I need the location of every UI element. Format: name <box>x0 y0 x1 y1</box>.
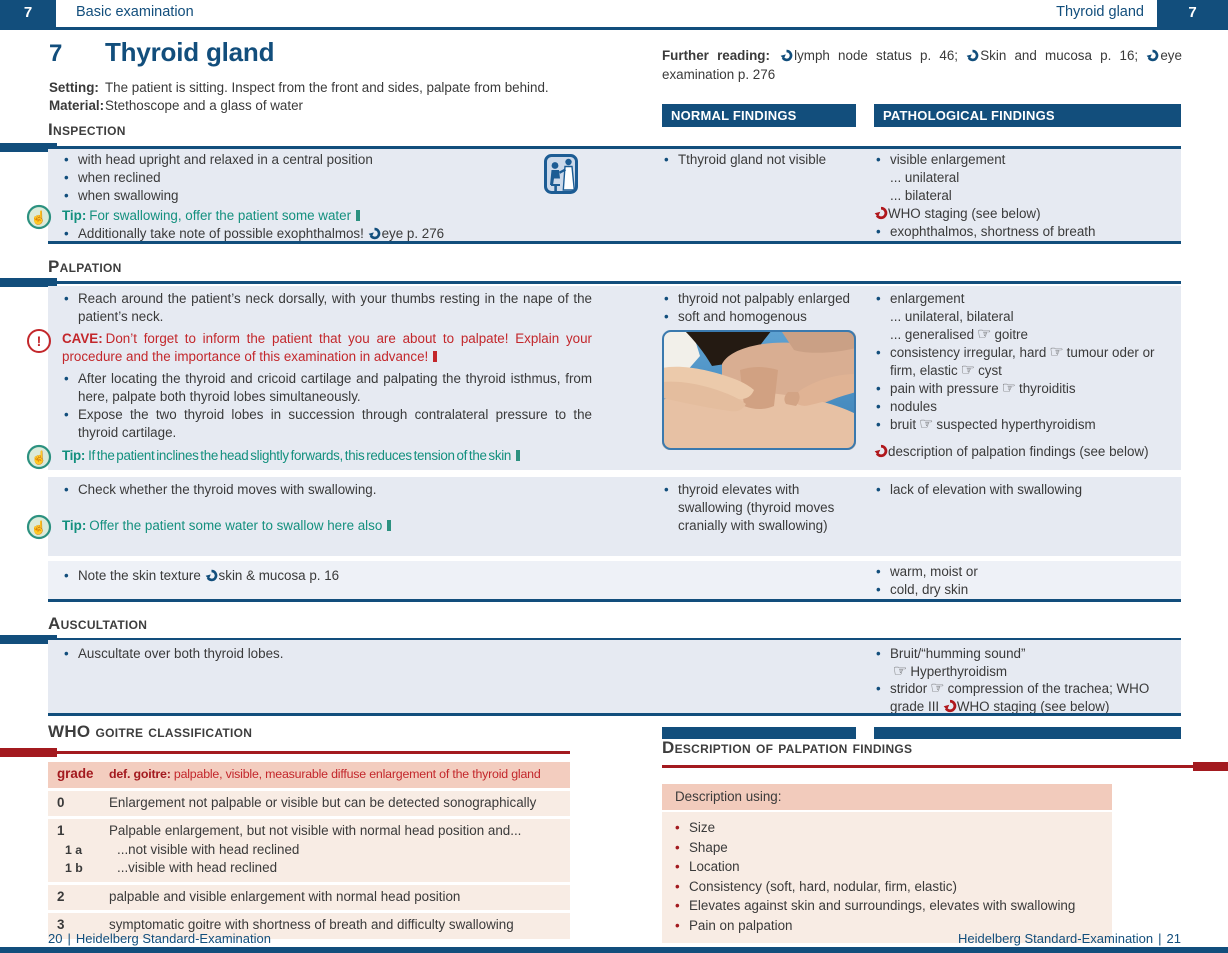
chapter-number-tab-left <box>0 0 56 27</box>
palpation-procedure-column <box>62 561 592 585</box>
pointing-hand-icon: ☞ <box>893 662 908 680</box>
list-item: • Shape <box>675 838 1099 858</box>
row-bottom-rule <box>48 713 1181 716</box>
pointing-hand-icon: ☞ <box>919 416 934 433</box>
bullet: • <box>675 859 680 874</box>
cross-reference-link[interactable] <box>874 205 1178 223</box>
cross-reference-text: eye examination p. 276 <box>662 48 1182 82</box>
circular-arrow-icon <box>874 444 887 457</box>
list-item: • pain with pressure ☞ thyroiditis <box>876 380 1076 397</box>
circular-arrow-icon <box>368 227 381 240</box>
palpation-procedure-column <box>30 477 592 535</box>
definition-cell: symptomatic goitre with shortness of breath and difficulty swallowing <box>109 917 514 932</box>
circular-arrow-icon <box>1146 48 1159 61</box>
paragraph-end-mark <box>516 450 520 461</box>
grade-cell: 1 a <box>65 842 83 857</box>
palpation-normal-findings <box>662 286 856 450</box>
list-item: • Note the skin texture skin & mucosa p. 16 <box>64 568 340 583</box>
grade-cell: 3 <box>57 917 65 932</box>
tip-text: Offer the patient some water to swallow here also <box>89 518 383 533</box>
exclamation-cave-icon: ! <box>27 329 51 353</box>
section-title-auscultation: Auscultation <box>48 614 148 633</box>
page-bottom-strip <box>0 947 1228 953</box>
bullet: • <box>64 371 69 386</box>
section-rule-tab <box>1193 762 1228 771</box>
tip-text: If the patient inclines the head slightly forwards, this reduces tension of the skin <box>88 448 512 463</box>
tip-text: For swallowing, offer the patient some water <box>89 208 352 223</box>
paragraph-end-mark <box>433 351 437 362</box>
cross-reference-text: WHO staging (see below) <box>888 206 1041 221</box>
list-item: • nodules <box>876 399 937 414</box>
circular-arrow-icon <box>874 206 887 219</box>
cross-reference-text: skin & mucosa p. 16 <box>218 568 340 583</box>
palpation-pathological-findings <box>874 477 1178 499</box>
cross-reference-link[interactable] <box>874 443 1178 461</box>
section-title-who-classification: WHO goitre classification <box>48 722 253 741</box>
footer-book-title: Heidelberg Standard-Examination <box>958 931 1154 946</box>
bullet: • <box>64 188 69 203</box>
bullet: • <box>64 291 69 306</box>
tip-label: Tip: <box>62 518 87 533</box>
list-item: • bruit ☞ suspected hyperthyroidism <box>876 416 1096 433</box>
bullet: • <box>876 681 881 696</box>
setting-text: The patient is sitting. Inspect from the front and sides, palpate from behind. <box>105 80 549 95</box>
inspection-pathological-findings <box>874 149 1178 241</box>
grade-cell: 2 <box>57 888 65 904</box>
list-item: • Expose the two thyroid lobes in succession through contralateral pressure to the thyroid cartilage. <box>64 407 592 440</box>
definition-cell: palpable and visible enlargement with normal head position <box>109 888 461 904</box>
list-item: • Additionally take note of possible exophthalmos! eye p. 276 <box>64 226 445 241</box>
cross-reference-text: description of palpation findings (see below) <box>888 444 1149 459</box>
bullet: • <box>876 152 881 167</box>
cross-reference-text: Skin and mucosa p. 16; <box>980 48 1139 63</box>
page-number: 21 <box>1166 931 1181 946</box>
tip-note <box>30 517 592 535</box>
running-header <box>0 0 1228 30</box>
table-header-row <box>48 762 570 788</box>
cross-reference-link[interactable] <box>780 48 958 63</box>
list-item: • enlargement <box>876 291 965 306</box>
list-item: • when swallowing <box>64 188 179 203</box>
list-item: • Consistency (soft, hard, nodular, firm, elastic) <box>675 877 1099 897</box>
further-reading <box>662 46 1182 84</box>
cave-text: Don’t forget to inform the patient that you are about to palpate! Explain your procedure and the importance of this examination in advance! <box>62 331 592 364</box>
palpation-normal-findings <box>662 477 856 535</box>
tip-label: Tip: <box>62 448 86 463</box>
tip-note <box>30 207 592 225</box>
section-title-inspection: Inspection <box>48 120 126 139</box>
list-item: • thyroid elevates with swallowing (thyroid moves cranially with swallowing) <box>664 482 835 533</box>
list-item: • cold, dry skin <box>876 581 969 597</box>
further-reading-label: Further reading: <box>662 48 770 63</box>
pointing-hand-icon: ☞ <box>960 362 976 379</box>
row-bottom-rule <box>48 599 1181 602</box>
bullet: • <box>64 482 69 497</box>
list-item: • exophthalmos, shortness of breath <box>876 224 1096 239</box>
bullet: • <box>876 581 881 597</box>
list-item: • consistency irregular, hard ☞ tumour oder or firm, elastic ☞ cyst <box>876 344 1155 379</box>
bullet: • <box>675 878 680 894</box>
cross-reference-text: eye p. 276 <box>381 226 445 241</box>
thyroid-palpation-photo <box>662 330 856 450</box>
bullet: • <box>664 291 669 306</box>
palpation-procedure-column <box>31 286 592 465</box>
inspection-row <box>30 149 1181 241</box>
bullet: • <box>876 224 881 239</box>
table-row <box>48 791 570 817</box>
description-list <box>662 812 1112 943</box>
section-rule <box>0 751 570 754</box>
svg-text:☝: ☝ <box>31 450 47 465</box>
running-header-left: Basic examination <box>76 4 194 20</box>
chapter-number-tab-right <box>1157 0 1228 27</box>
bullet: • <box>64 646 69 661</box>
bullet: • <box>675 839 680 855</box>
section-title-palpation-description: Description of palpation findings <box>662 738 913 757</box>
cross-reference-text: lymph node status p. 46; <box>794 48 958 63</box>
column-marker-bar <box>874 727 1181 739</box>
list-item: • visible enlargement <box>876 152 1006 167</box>
section-rule <box>0 281 1181 284</box>
sub-item: ... bilateral <box>890 188 952 203</box>
footer-book-title: Heidelberg Standard-Examination <box>75 931 271 946</box>
table-row-group <box>48 819 570 882</box>
bullet: • <box>876 564 881 579</box>
cross-reference-link[interactable] <box>943 699 1110 714</box>
footer-separator: | <box>67 931 71 946</box>
bullet: • <box>876 482 881 497</box>
chapter-number-title: 7 <box>49 40 63 67</box>
page-number: 20 <box>48 931 63 946</box>
list-item: • with head upright and relaxed in a central position <box>64 152 373 167</box>
palpation-row-2 <box>30 477 1181 556</box>
list-item: • Elevates against skin and surroundings, elevates with swallowing <box>675 896 1099 916</box>
list-item: • soft and homogenous <box>664 309 807 324</box>
footer-separator: | <box>1158 931 1162 946</box>
table-row <box>48 885 570 911</box>
bullet: • <box>675 898 680 913</box>
examination-position-icon <box>544 154 578 199</box>
tip-label: Tip: <box>62 208 87 223</box>
list-item: • Auscultate over both thyroid lobes. <box>64 646 284 661</box>
bullet: • <box>64 226 69 241</box>
palpation-description-box <box>662 784 1112 943</box>
list-item: • Check whether the thyroid moves with swallowing. <box>64 482 377 497</box>
palpation-row-1 <box>31 286 1181 470</box>
cave-label: CAVE: <box>62 331 103 346</box>
bullet: • <box>876 345 881 360</box>
svg-text:☝: ☝ <box>30 210 48 225</box>
list-item: • Pain on palpation <box>675 916 1099 936</box>
sub-item: ... unilateral <box>890 170 960 185</box>
list-item: • Location <box>675 857 1099 877</box>
chapter-number: 7 <box>23 4 33 21</box>
thumb-up-tip-icon <box>26 204 52 230</box>
grade-column-header: grade <box>57 766 94 781</box>
pointing-hand-icon: ☞ <box>1049 344 1064 361</box>
definition-cell: ...visible with head reclined <box>117 860 278 875</box>
paragraph-end-mark <box>387 520 391 531</box>
who-goitre-table <box>48 762 570 942</box>
bullet: • <box>64 170 69 185</box>
auscultation-row <box>48 640 1181 713</box>
circular-arrow-icon <box>966 48 979 61</box>
bullet: • <box>64 407 69 422</box>
section-rule <box>662 765 1228 768</box>
list-item: • when reclined <box>64 170 161 185</box>
palpation-pathological-findings <box>874 286 1178 461</box>
bullet: • <box>64 152 69 167</box>
definition-cell: ...not visible with head reclined <box>117 841 300 857</box>
list-item: • lack of elevation with swallowing <box>876 482 1083 497</box>
list-item: • Size <box>675 818 1099 838</box>
normal-findings-column-header: NORMAL FINDINGS <box>662 104 856 127</box>
pointing-hand-icon: ☞ <box>977 326 992 343</box>
bullet: • <box>876 646 881 661</box>
setting-line <box>49 79 584 96</box>
cross-reference-link[interactable] <box>368 226 445 241</box>
palpation-row-3 <box>48 561 1181 599</box>
list-item: • thyroid not palpably enlarged <box>664 291 850 306</box>
footer-right <box>958 931 1181 946</box>
cross-reference-link[interactable] <box>966 48 1138 63</box>
pointing-hand-icon: ☞ <box>1001 380 1017 397</box>
material-text: Stethoscope and a glass of water <box>105 98 304 113</box>
page-title: Thyroid gland <box>105 37 275 67</box>
bullet: • <box>675 820 680 835</box>
paragraph-end-mark <box>356 210 360 221</box>
list-item: • After locating the thyroid and cricoid cartilage and palpating the thyroid isthmus, from here, palpate both thyroid lobes simultaneously. <box>64 371 592 404</box>
setting-label: Setting: <box>49 80 99 95</box>
bullet: • <box>64 568 69 583</box>
list-item: • warm, moist or <box>876 564 978 579</box>
bullet: • <box>664 309 669 324</box>
section-title-palpation: Palpation <box>48 257 122 276</box>
definition-cell: Enlargement not palpable or visible but can be detected sonographically <box>109 794 537 810</box>
tip-note <box>31 447 592 465</box>
palpation-pathological-findings <box>874 561 1178 598</box>
thumb-up-tip-icon <box>26 514 52 540</box>
bullet: • <box>664 482 669 497</box>
circular-arrow-icon <box>780 48 793 61</box>
inspection-normal-findings <box>662 149 856 169</box>
footer-left <box>48 931 271 946</box>
running-header-right: Thyroid gland <box>1056 4 1144 20</box>
cross-reference-text: WHO staging (see below) <box>956 698 1110 714</box>
sub-item: ... generalised ☞ goitre <box>890 326 1028 343</box>
bullet: • <box>876 291 881 306</box>
list-item: • Reach around the patient’s neck dorsally, with your thumbs resting in the nape of the patient’s neck. <box>64 291 592 324</box>
inspection-procedure-column <box>30 149 592 243</box>
cross-reference-link[interactable] <box>205 568 340 583</box>
bullet: • <box>675 917 680 933</box>
thumb-up-tip-icon <box>26 444 52 470</box>
pathological-findings-column-header: PATHOLOGICAL FINDINGS <box>874 104 1181 127</box>
material-label: Material: <box>49 98 105 113</box>
list-item: • stridor ☞ compression of the trachea; WHO grade III WHO staging (see below) <box>876 680 1150 714</box>
auscultation-procedure-column <box>62 640 592 663</box>
description-box-header: Description using: <box>662 784 1112 810</box>
bullet: • <box>876 417 881 432</box>
svg-text:☝: ☝ <box>30 520 48 535</box>
chapter-number: 7 <box>1188 4 1197 21</box>
list-item: Bruit/“humming sound” ☞ Hyperthyroidism • <box>876 646 1026 680</box>
bullet: • <box>876 399 881 414</box>
pointing-hand-icon: ☞ <box>930 680 945 697</box>
grade-cell: 1 b <box>65 861 83 875</box>
definition-cell: Palpable enlargement, but not visible with normal head position and... <box>109 823 522 838</box>
grade-cell: 1 <box>57 823 65 838</box>
bullet: • <box>876 381 881 396</box>
bullet: • <box>664 152 669 167</box>
circular-arrow-icon <box>943 699 956 712</box>
grade-cell: 0 <box>57 794 65 810</box>
cave-warning <box>36 330 592 366</box>
list-item: • Tthyroid gland not visible <box>664 152 827 167</box>
auscultation-pathological-findings <box>874 640 1178 715</box>
circular-arrow-icon <box>205 569 218 582</box>
sub-item: ... unilateral, bilateral <box>890 309 1014 324</box>
definition-header: def. goitre: palpable, visible, measurable diffuse enlargement of the thyroid gland <box>109 767 541 781</box>
row-bottom-rule <box>48 241 1181 244</box>
material-line <box>49 97 584 114</box>
